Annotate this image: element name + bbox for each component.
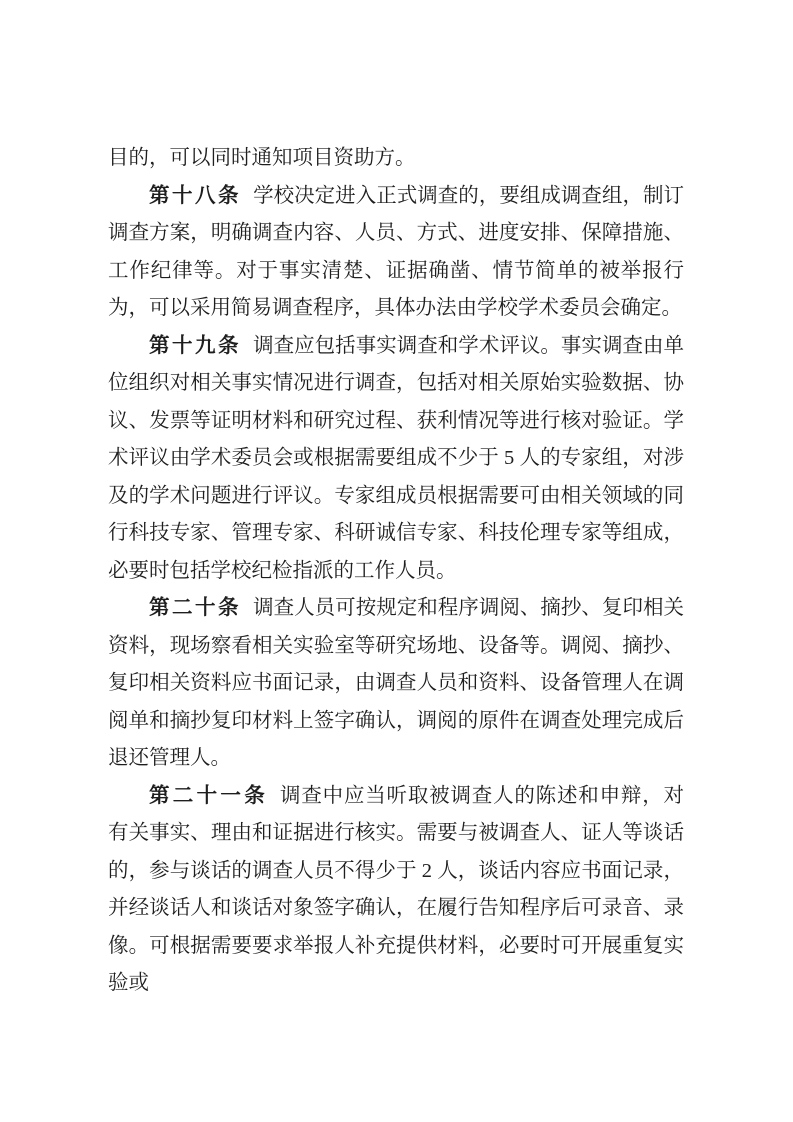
document-body	[108, 140, 684, 1003]
article-number: 第二十条	[149, 597, 242, 619]
paragraph	[108, 778, 684, 1003]
paragraph-text: 调查人员可按规定和程序调阅、摘抄、复印相关资料，现场察看相关实验室等研究场地、设备等。调阅、摘抄、复印相关资料应书面记录，由调查人员和资料、设备管理人在调阅单和摘抄复印材料上签字确认，调阅的原件在调查处理完成后退还管理人。	[108, 597, 685, 769]
paragraph	[108, 140, 684, 178]
paragraph	[108, 328, 684, 591]
paragraph-text: 调查中应当听取被调查人的陈述和申辩，对有关事实、理由和证据进行核实。需要与被调查人、证人等谈话的，参与谈话的调查人员不得少于 2 人，谈话内容应书面记录，并经谈话人和谈话对象签字确认，在履行告知程序后可录音、录像。可根据需要要求举报人补充提供材料，必要时可开展重复实验或	[108, 784, 685, 994]
paragraph	[108, 590, 684, 778]
paragraph-text: 调查应包括事实调查和学术评议。事实调查由单位组织对相关事实情况进行调查，包括对相关原始实验数据、协议、发票等证明材料和研究过程、获利情况等进行核对验证。学术评议由学术委员会或根据需要组成不少于 5 人的专家组，对涉及的学术问题进行评议。专家组成员根据需要可由相关领域的同行科技专家、管理专家、科研诚信专家、科技伦理专家等组成，必要时包括学校纪检指派的工作人员。	[108, 334, 685, 582]
paragraph	[108, 178, 684, 328]
article-number: 第二十一条	[149, 784, 269, 807]
article-number: 第十九条	[149, 334, 242, 357]
paragraph-text: 学校决定进入正式调查的，要组成调查组，制订调查方案，明确调查内容、人员、方式、进度安排、保障措施、工作纪律等。对于事实清楚、证据确凿、情节简单的被举报行为，可以采用简易调查程序，具体办法由学校学术委员会确定。	[108, 184, 685, 319]
paragraph-text: 目的，可以同时通知项目资助方。	[108, 147, 416, 169]
article-number: 第十八条	[149, 184, 242, 207]
